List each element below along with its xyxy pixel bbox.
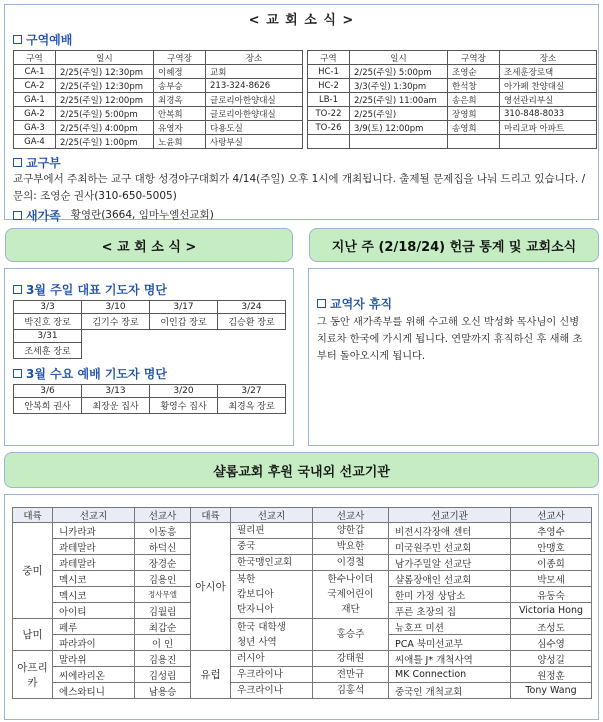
missionary-cell: 원정훈 [511, 667, 592, 683]
date-cell: 3/17 [150, 301, 218, 314]
missions-row [13, 667, 592, 683]
mission-agency-cell: 푸른 초장의 집 [389, 603, 511, 619]
mission-field-cell: 멕시코 [53, 587, 135, 603]
mission-field-cell: 파라과이 [53, 635, 135, 651]
mission-agency-cell: 남가주밀알 선교단 [389, 555, 511, 571]
checkbox-square-icon [13, 211, 22, 220]
district-place: 310-848-8033 [500, 107, 597, 121]
mission-field-cell: 우크라이나 [231, 667, 313, 683]
district-code: HC-2 [308, 79, 350, 93]
missionary-cell: 김용인 [135, 571, 191, 587]
col-header: 대륙 [191, 508, 231, 523]
missionary-cell: 안맹호 [511, 539, 592, 555]
mission-field-cell: 말라위 [53, 651, 135, 667]
col-header: 대륙 [13, 508, 53, 523]
district-leader: 송은희 [448, 93, 500, 107]
district-code: TO-26 [308, 121, 350, 135]
col-header: 선교사 [135, 508, 191, 523]
continent-cell: 아프리카 [13, 651, 53, 699]
district-leader [448, 135, 500, 149]
district-datetime: 2/25(주일) 12:00pm [56, 93, 154, 107]
district-leader: 노윤희 [154, 135, 206, 149]
missionary-cell: Victoria Hong [511, 603, 592, 619]
mission-field-cell: 한국맹인교회 [231, 555, 313, 571]
right-section-header: 지난 주 (2/18/24) 헌금 통계 및 교회소식 [309, 228, 599, 262]
new-family-text: 황영란(3664, 임마누엘선교회) [70, 209, 214, 221]
missionary-cell: 조성도 [511, 619, 592, 635]
mission-field-cell: 필리핀 [231, 523, 313, 539]
district-table-left [13, 50, 303, 149]
district-leader: 유영자 [154, 121, 206, 135]
district-code: GA-4 [14, 135, 56, 149]
district-place [500, 135, 597, 149]
date-row [14, 301, 286, 314]
mission-field-cell: 씨에라리온 [53, 667, 135, 683]
district-leader: 안복희 [154, 107, 206, 121]
name-row [14, 398, 286, 414]
missionary-cell: 전만규 [313, 667, 389, 683]
name-cell: 김기수 장로 [82, 314, 150, 330]
district-datetime: 2/25(주일) [350, 107, 448, 121]
minister-rest-panel [308, 268, 599, 446]
col-header: 선교지 [53, 508, 135, 523]
district-datetime: 2/25(주일) 12:30pm [56, 65, 154, 79]
mission-field-cell: 페루 [53, 619, 135, 635]
mission-field-cell: 북한 캄보디아 탄자니아 [231, 571, 313, 619]
district-leader: 장영희 [448, 107, 500, 121]
district-datetime: 2/25(주일) 1:00pm [56, 135, 154, 149]
district-row [308, 107, 597, 121]
mission-agency-cell: 한미 가정 상담소 [389, 587, 511, 603]
district-place: 교회 [206, 65, 303, 79]
name-cell: 안복희 권사 [14, 398, 82, 414]
missions-table [12, 507, 592, 699]
mission-agency-cell: 샬롬장애인 선교회 [389, 571, 511, 587]
col-header: 구역 [14, 51, 56, 65]
name-cell: 이인갑 장로 [150, 314, 218, 330]
missions-header: 샬롬교회 후원 국내외 선교기관 [4, 452, 599, 488]
missionary-cell: 최갑순 [135, 619, 191, 635]
sunday-prayer-heading: 3월 주일 대표 기도자 명단 [13, 281, 293, 298]
district-row [308, 65, 597, 79]
mission-agency-cell: PCA 북미선교부 [389, 635, 511, 651]
mission-field-cell: 아이티 [53, 603, 135, 619]
missionary-cell: 이동흥 [135, 523, 191, 539]
district-row [308, 135, 597, 149]
district-tables [13, 50, 598, 149]
col-header: 장소 [206, 51, 303, 65]
missionary-cell: 박요한 [313, 539, 389, 555]
district-datetime: 2/25(주일) 5:00pm [56, 107, 154, 121]
mission-field-cell: 과테말라 [53, 539, 135, 555]
missions-row [13, 555, 592, 571]
date-cell: 3/6 [14, 385, 82, 398]
district-row [14, 65, 303, 79]
missionary-cell: 김월림 [135, 603, 191, 619]
missions-row [13, 523, 592, 539]
new-family-heading: 새가족 [13, 207, 61, 224]
missionary-cell: Tony Wang [511, 683, 592, 699]
mission-agency-cell: 뉴호프 미션 [389, 619, 511, 635]
prayer-panel [4, 268, 294, 446]
mission-field-cell: 러시아 [231, 651, 313, 667]
name-cell: 박진호 장로 [14, 314, 82, 330]
district-leader: 한석창 [448, 79, 500, 93]
church-news-panel [4, 4, 599, 223]
district-row [14, 135, 303, 149]
col-header: 장소 [500, 51, 597, 65]
district-worship-heading: 구역예배 [13, 31, 598, 48]
missionary-cell: 하덕신 [135, 539, 191, 555]
continent-cell: 아시아 [191, 523, 231, 651]
missions-header-row [13, 508, 592, 523]
district-place: 조세훈장로댁 [500, 65, 597, 79]
missionary-cell: 김성림 [135, 667, 191, 683]
name-cell: 황영수 집사 [150, 398, 218, 414]
district-code: GA-1 [14, 93, 56, 107]
name-cell: 최경옥 장로 [218, 398, 286, 414]
col-header: 구역장 [448, 51, 500, 65]
mission-field-cell: 우크라이나 [231, 683, 313, 699]
missionary-cell: 남용승 [135, 683, 191, 699]
missionary-cell: 강태원 [313, 651, 389, 667]
continent-cell: 남미 [13, 619, 53, 651]
district-row [308, 93, 597, 107]
checkbox-square-icon [317, 299, 326, 308]
church-news-title: < 교 회 소 식 > [248, 13, 355, 28]
district-leader: 최경옥 [154, 93, 206, 107]
missionary-cell: 한수나이더 국제어린이 재단 [313, 571, 389, 619]
district-row [308, 121, 597, 135]
district-place: 영선관리부실 [500, 93, 597, 107]
col-header: 구역 [308, 51, 350, 65]
checkbox-square-icon [13, 35, 22, 44]
district-place: 아가페 찬양대실 [500, 79, 597, 93]
district-row [308, 79, 597, 93]
district-datetime: 2/25(주일) 4:00pm [56, 121, 154, 135]
district-leader: 송영희 [448, 121, 500, 135]
missions-row [13, 619, 592, 635]
missions-panel [4, 494, 599, 720]
district-code [308, 135, 350, 149]
date-cell: 3/20 [150, 385, 218, 398]
district-row [14, 121, 303, 135]
district-place: 다용도실 [206, 121, 303, 135]
missionary-cell: 유동숙 [511, 587, 592, 603]
district-code: LB-1 [308, 93, 350, 107]
date-row [14, 385, 286, 398]
left-section-header: < 교 회 소 식 > [5, 228, 293, 262]
mission-agency-cell: 미국원주민 선교회 [389, 539, 511, 555]
new-family-row [13, 207, 598, 224]
district-datetime: 3/9(토) 12:00pm [350, 121, 448, 135]
mission-agency-cell: 비전시각장애 센터 [389, 523, 511, 539]
continent-cell: 유럽 [191, 651, 231, 699]
district-code: GA-3 [14, 121, 56, 135]
mission-agency-cell: 씨애틀 J* 개척사역 [389, 651, 511, 667]
district-row [14, 107, 303, 121]
mission-field-cell: 중국 [231, 539, 313, 555]
district-table-right [307, 50, 597, 149]
district-code: CA-1 [14, 65, 56, 79]
mission-field-cell: 에스와티니 [53, 683, 135, 699]
missionary-cell: 김홍석 [313, 683, 389, 699]
district-datetime: 2/25(주일) 12:30pm [56, 79, 154, 93]
date-cell: 3/27 [218, 385, 286, 398]
district-code: TO-22 [308, 107, 350, 121]
district-row [14, 93, 303, 107]
district-row [14, 79, 303, 93]
name-row [14, 314, 286, 330]
mission-field-cell: 한국 대학생 청년 사역 [231, 619, 313, 651]
col-header: 일시 [56, 51, 154, 65]
checkbox-square-icon [13, 158, 22, 167]
missions-row [13, 571, 592, 587]
district-place: 글로리아한양대실 [206, 107, 303, 121]
wednesday-prayer-heading: 3월 수요 예배 기도자 명단 [13, 365, 293, 382]
continent-cell: 중미 [13, 523, 53, 619]
mission-agency-cell: 중국인 개척교회 [389, 683, 511, 699]
missionary-cell: 박모세 [511, 571, 592, 587]
district-datetime [350, 135, 448, 149]
missionary-cell: 심수영 [511, 635, 592, 651]
date-cell: 3/24 [218, 301, 286, 314]
missions-row [13, 539, 592, 555]
district-place: 사랑부실 [206, 135, 303, 149]
district-datetime: 2/25(주일) 11:00am [350, 93, 448, 107]
missionary-cell: 추영수 [511, 523, 592, 539]
date-cell: 3/3 [14, 301, 82, 314]
date-cell: 3/13 [82, 385, 150, 398]
name-cell: 김승환 장로 [218, 314, 286, 330]
col-header: 일시 [350, 51, 448, 65]
checkbox-square-icon [13, 285, 22, 294]
date-cell: 3/10 [82, 301, 150, 314]
district-place: 213-324-8626 [206, 79, 303, 93]
church-school-text: 교구부에서 주최하는 교구 대항 성경야구대회가 4/14(주일) 오후 1시에 개최됩니다. 출제될 문제집을 나눠 드리고 있습니다. / 문의: 조영순 권사(310-650-5005) [13, 173, 586, 202]
missionary-cell: 이종희 [511, 555, 592, 571]
checkbox-square-icon [13, 369, 22, 378]
district-datetime: 2/25(주일) 5:00pm [350, 65, 448, 79]
district-code: GA-2 [14, 107, 56, 121]
missionary-cell: 장경순 [135, 555, 191, 571]
date-cell: 3/31 [14, 330, 82, 343]
missionary-cell: 김용진 [135, 651, 191, 667]
col-header: 선교사 [313, 508, 389, 523]
missionary-cell: 이경철 [313, 555, 389, 571]
church-school-heading: 교구부 [13, 154, 598, 171]
col-header: 구역장 [154, 51, 206, 65]
col-header: 선교지 [231, 508, 313, 523]
minister-rest-text: 그 동안 새가족부를 위해 수고해 오신 박성화 목사님이 신병 치료차 한국에 가시게 됩니다. 연말까지 휴직하신 후 새해 초부터 돌아오시게 됩니다. [317, 317, 583, 362]
mission-field-cell: 멕시코 [53, 571, 135, 587]
missionary-cell: 홍승주 [313, 619, 389, 651]
mission-field-cell: 과테말라 [53, 555, 135, 571]
missionary-cell: 양한갑 [313, 523, 389, 539]
minister-rest-heading: 교역자 휴직 [317, 295, 598, 312]
district-place: 마리코파 아파트 [500, 121, 597, 135]
missionary-cell: 정사무엘 [135, 587, 191, 603]
district-datetime: 3/3(주일) 1:30pm [350, 79, 448, 93]
district-leader: 이혜정 [154, 65, 206, 79]
missions-row [13, 683, 592, 699]
missionary-cell: 이 인 [135, 635, 191, 651]
mission-field-cell: 니카라과 [53, 523, 135, 539]
district-code: CA-2 [14, 79, 56, 93]
missionary-cell: 양성길 [511, 651, 592, 667]
district-leader: 송부승 [154, 79, 206, 93]
sunday-prayer-table [13, 300, 286, 359]
wednesday-prayer-table [13, 384, 286, 414]
district-code: HC-1 [308, 65, 350, 79]
district-leader: 조영순 [448, 65, 500, 79]
name-cell: 조세훈 장로 [14, 343, 82, 359]
name-cell: 최장운 집사 [82, 398, 150, 414]
mission-agency-cell: MK Connection [389, 667, 511, 683]
col-header: 선교기관 [389, 508, 511, 523]
district-place: 글로리아한양대실 [206, 93, 303, 107]
missions-row [13, 651, 592, 667]
col-header: 선교사 [511, 508, 592, 523]
